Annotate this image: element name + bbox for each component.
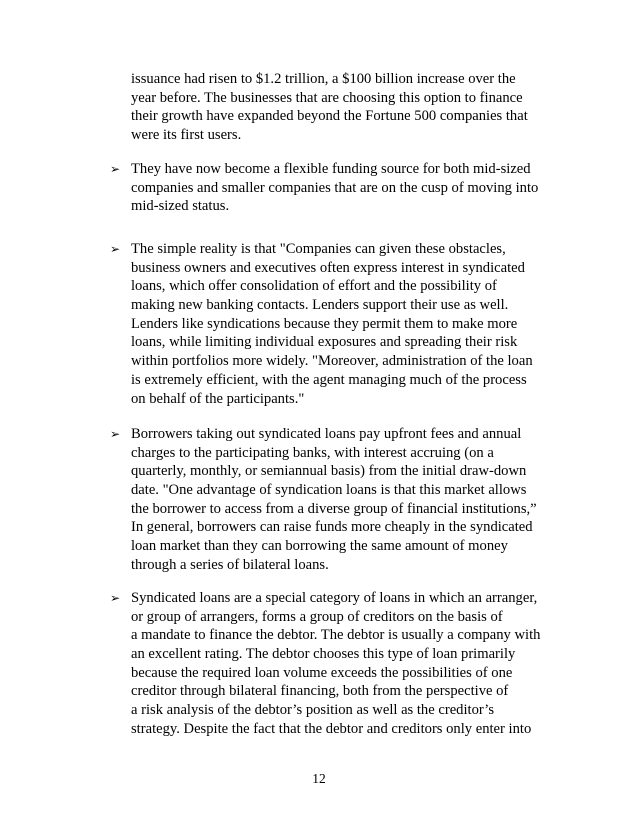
text-line: The simple reality is that "Companies can given these obstacles, (131, 241, 506, 257)
text-line: quarterly, monthly, or semiannual basis) from the initial draw-down (131, 463, 527, 480)
bullet-paragraph-4 (131, 589, 571, 739)
text-line: Lenders like syndications because they permit them to make more (131, 315, 518, 332)
text-line: In general, borrowers can raise funds more cheaply in the syndicated (131, 519, 533, 536)
text-line: an excellent rating. The debtor chooses this type of loan primarily (131, 646, 516, 663)
text-line: year before. The businesses that are choosing this option to finance (131, 89, 523, 106)
arrow-bullet-icon: ➢ (110, 162, 121, 176)
text-line: loans, which offer consolidation of effort and the possibility of (131, 278, 497, 295)
text-line: companies and smaller companies that are on the cusp of moving into (131, 179, 539, 196)
text-line: mid-sized status. (131, 198, 230, 215)
text-line: creditor through bilateral financing, both from the perspective of (131, 683, 509, 700)
text-line: through a series of bilateral loans. (131, 556, 329, 573)
text-line: loan market than they can borrowing the same amount of money (131, 538, 508, 555)
text-line: business owners and executives often express interest in syndicated (131, 259, 525, 276)
text-line: a mandate to finance the debtor. The debtor is usually a company with (131, 627, 541, 644)
arrow-bullet-icon: ➢ (110, 242, 121, 256)
text-line: a risk analysis of the debtor’s position as well as the creditor’s (131, 702, 495, 719)
bullet-paragraph-1 (131, 160, 571, 216)
text-line: strategy. Despite the fact that the debtor and creditors only enter into (131, 720, 532, 737)
text-line: making new banking contacts. Lenders support their use as well. (131, 297, 509, 314)
text-line: They have now become a flexible funding source for both mid-sized (131, 161, 531, 177)
text-line: on behalf of the participants." (131, 390, 305, 407)
continuation-paragraph (131, 70, 571, 145)
text-line: Borrowers taking out syndicated loans pay upfront fees and annual (131, 426, 522, 442)
text-line: were its first users. (131, 127, 242, 144)
text-line: because the required loan volume exceeds the possibilities of one (131, 664, 513, 681)
bullet-paragraph-2 (131, 240, 571, 408)
text-line: issuance had risen to $1.2 trillion, a $100 billion increase over the (131, 71, 516, 87)
text-line: charges to the participating banks, with interest accruing (on a (131, 444, 494, 461)
bullet-paragraph-3 (131, 425, 571, 575)
text-line: the borrower to access from a diverse group of financial institutions,” (131, 500, 537, 517)
arrow-bullet-icon: ➢ (110, 427, 121, 441)
arrow-bullet-icon: ➢ (110, 591, 121, 605)
text-line: Syndicated loans are a special category of loans in which an arranger, (131, 590, 538, 606)
text-line: or group of arrangers, forms a group of creditors on the basis of (131, 608, 503, 625)
page-number: 12 (312, 771, 326, 786)
text-line: date. "One advantage of syndication loans is that this market allows (131, 482, 527, 499)
text-line: is extremely efficient, with the agent managing much of the process (131, 371, 527, 388)
text-line: loans, while limiting individual exposures and spreading their risk (131, 334, 518, 351)
text-line: within portfolios more widely. "Moreover, administration of the loan (131, 353, 533, 370)
text-line: their growth have expanded beyond the Fortune 500 companies that (131, 108, 528, 125)
